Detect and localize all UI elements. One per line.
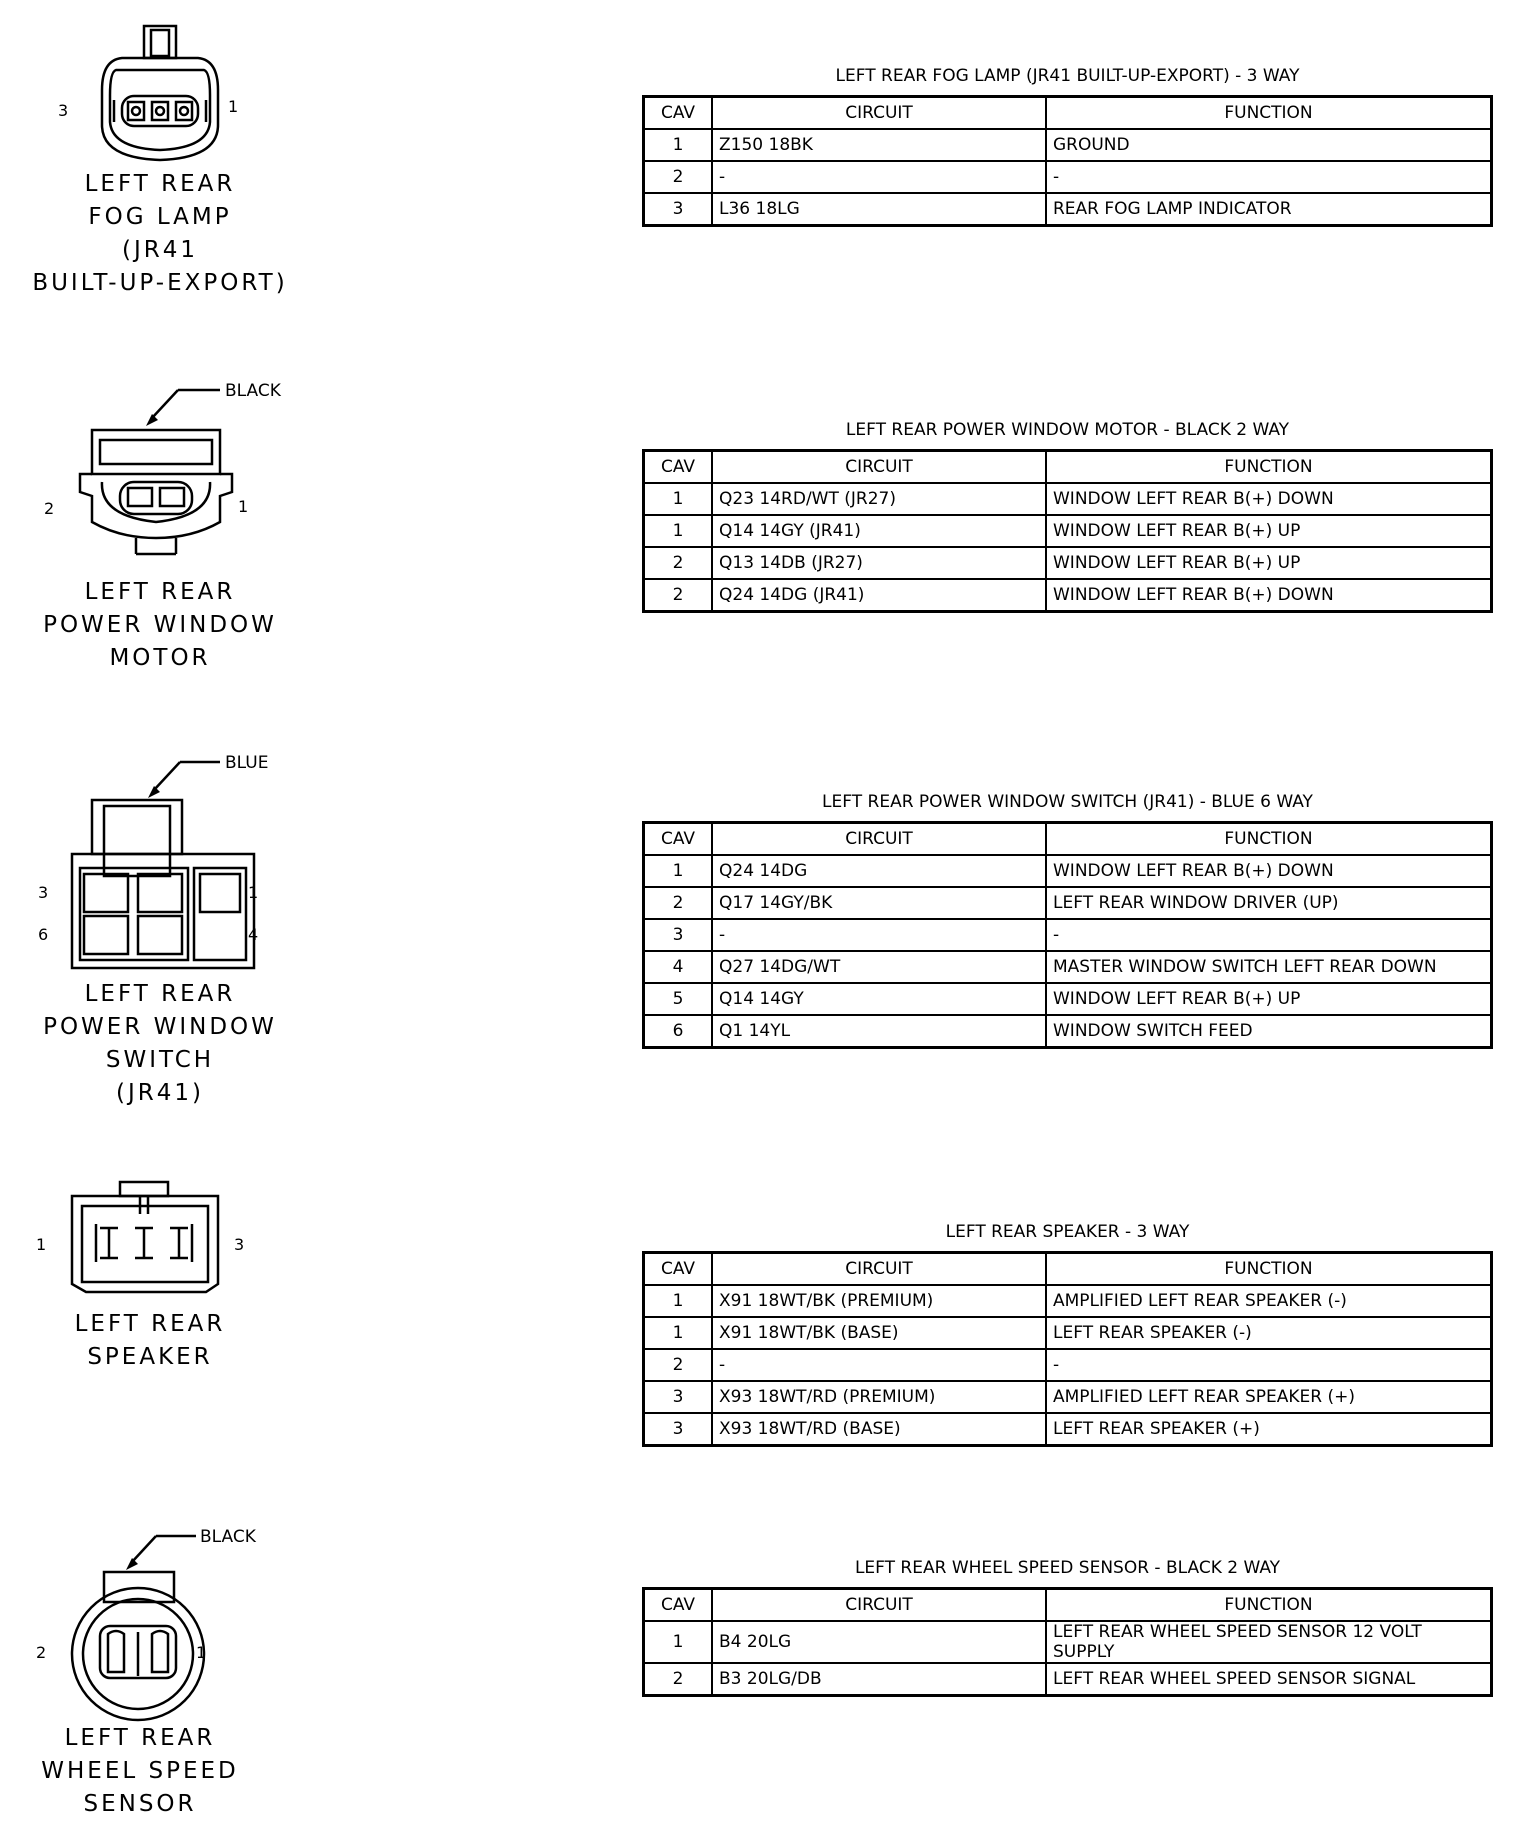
cav-cell: 2 [644,887,713,919]
fog-lamp-connector-icon [20,0,320,180]
function-cell: GROUND [1046,129,1492,161]
table-row [644,547,1492,579]
wheel-speed-color-callout: BLACK [200,1527,256,1547]
window-motor-pin-table [642,449,1493,613]
function-cell: REAR FOG LAMP INDICATOR [1046,193,1492,226]
speaker-pin-label: 1 [36,1235,47,1254]
function-cell: LEFT REAR WHEEL SPEED SENSOR 12 VOLT SUPPLY [1046,1621,1492,1663]
function-cell: - [1046,161,1492,193]
circuit-cell: X91 18WT/BK (BASE) [712,1317,1046,1349]
speaker-pin-label: 3 [234,1235,245,1254]
table-row [644,919,1492,951]
table-row [644,1349,1492,1381]
window-motor-color-callout: BLACK [225,381,281,401]
circuit-cell: Q14 14GY [712,983,1046,1015]
table-row [644,515,1492,547]
function-header: FUNCTION [1046,451,1492,484]
window-switch-table-title: LEFT REAR POWER WINDOW SWITCH (JR41) - BLUE 6 WAY [822,792,1313,812]
circuit-header: CIRCUIT [712,451,1046,484]
cav-cell: 1 [644,1285,713,1317]
circuit-cell: Q14 14GY (JR41) [712,515,1046,547]
table-row [644,983,1492,1015]
cav-header: CAV [644,1253,713,1286]
cav-header: CAV [644,823,713,856]
fog-lamp-table-title: LEFT REAR FOG LAMP (JR41 BUILT-UP-EXPORT) - 3 WAY [835,66,1300,86]
window-switch-pin-table [642,821,1493,1049]
function-cell: WINDOW LEFT REAR B(+) DOWN [1046,483,1492,515]
table-row [644,1381,1492,1413]
fog-lamp-pin-table [642,95,1493,227]
circuit-cell: B3 20LG/DB [712,1663,1046,1696]
table-row [644,483,1492,515]
circuit-header: CIRCUIT [712,1253,1046,1286]
cav-cell: 2 [644,1349,713,1381]
table-row [644,887,1492,919]
function-cell: AMPLIFIED LEFT REAR SPEAKER (+) [1046,1381,1492,1413]
cav-cell: 2 [644,1663,713,1696]
table-row [644,1663,1492,1696]
circuit-cell: - [712,161,1046,193]
wheel-speed-connector-icon [20,1516,320,1716]
table-row [644,1015,1492,1048]
wheel-speed-connector-label: LEFT REAR WHEEL SPEED SENSOR [41,1725,239,1817]
cav-cell: 1 [644,1317,713,1349]
function-cell: - [1046,1349,1492,1381]
circuit-cell: X93 18WT/RD (BASE) [712,1413,1046,1446]
function-header: FUNCTION [1046,1589,1492,1622]
circuit-cell: - [712,1349,1046,1381]
table-row [644,579,1492,612]
table-row [644,1413,1492,1446]
circuit-cell: X93 18WT/RD (PREMIUM) [712,1381,1046,1413]
cav-cell: 1 [644,1621,713,1663]
window-motor-connector-label: LEFT REAR POWER WINDOW MOTOR [43,579,277,671]
wheel-speed-pin-label: 2 [36,1643,47,1662]
wheel-speed-pin-table [642,1587,1493,1697]
function-cell: LEFT REAR SPEAKER (-) [1046,1317,1492,1349]
cav-header: CAV [644,1589,713,1622]
cav-header: CAV [644,451,713,484]
fog-lamp-connector-label: LEFT REAR FOG LAMP (JR41 BUILT-UP-EXPORT) [32,171,288,296]
circuit-cell: Q24 14DG [712,855,1046,887]
cav-cell: 2 [644,579,713,612]
speaker-connector-label: LEFT REAR SPEAKER [74,1311,226,1370]
window-switch-pin-label: 3 [38,883,49,902]
window-switch-color-callout: BLUE [225,753,269,773]
function-cell: AMPLIFIED LEFT REAR SPEAKER (-) [1046,1285,1492,1317]
function-cell: WINDOW LEFT REAR B(+) UP [1046,515,1492,547]
table-row [644,1621,1492,1663]
circuit-cell: B4 20LG [712,1621,1046,1663]
function-cell: MASTER WINDOW SWITCH LEFT REAR DOWN [1046,951,1492,983]
circuit-cell: Q23 14RD/WT (JR27) [712,483,1046,515]
fog-lamp-pin-label: 3 [58,101,69,120]
circuit-cell: Q13 14DB (JR27) [712,547,1046,579]
table-row [644,951,1492,983]
function-cell: WINDOW LEFT REAR B(+) DOWN [1046,855,1492,887]
window-motor-pin-label: 2 [44,499,55,518]
window-motor-table-title: LEFT REAR POWER WINDOW MOTOR - BLACK 2 WAY [845,420,1290,440]
function-cell: LEFT REAR WHEEL SPEED SENSOR SIGNAL [1046,1663,1492,1696]
circuit-cell: Q27 14DG/WT [712,951,1046,983]
circuit-cell: Q17 14GY/BK [712,887,1046,919]
cav-header: CAV [644,97,713,130]
cav-cell: 5 [644,983,713,1015]
circuit-header: CIRCUIT [712,97,1046,130]
wheel-speed-pin-label: 1 [196,1643,207,1662]
function-header: FUNCTION [1046,823,1492,856]
cav-cell: 6 [644,1015,713,1048]
cav-cell: 3 [644,1413,713,1446]
function-cell: WINDOW LEFT REAR B(+) UP [1046,983,1492,1015]
wheel-speed-table-title: LEFT REAR WHEEL SPEED SENSOR - BLACK 2 WAY [854,1558,1281,1578]
function-cell: WINDOW SWITCH FEED [1046,1015,1492,1048]
circuit-cell: L36 18LG [712,193,1046,226]
function-cell: LEFT REAR SPEAKER (+) [1046,1413,1492,1446]
speaker-table-title: LEFT REAR SPEAKER - 3 WAY [945,1222,1190,1242]
table-row [644,855,1492,887]
fog-lamp-pin-label: 1 [228,97,239,116]
function-cell: WINDOW LEFT REAR B(+) DOWN [1046,579,1492,612]
window-switch-connector-icon [20,742,320,992]
function-cell: - [1046,919,1492,951]
circuit-header: CIRCUIT [712,823,1046,856]
table-row [644,193,1492,226]
circuit-cell: Z150 18BK [712,129,1046,161]
table-row [644,1285,1492,1317]
table-row [644,161,1492,193]
window-motor-connector-icon [20,370,320,590]
cav-cell: 4 [644,951,713,983]
cav-cell: 3 [644,919,713,951]
circuit-cell: - [712,919,1046,951]
function-header: FUNCTION [1046,97,1492,130]
cav-cell: 1 [644,855,713,887]
window-switch-pin-label: 1 [248,883,259,902]
circuit-cell: Q1 14YL [712,1015,1046,1048]
cav-cell: 2 [644,547,713,579]
window-switch-pin-label: 4 [248,925,259,944]
speaker-pin-table [642,1251,1493,1447]
window-motor-pin-label: 1 [238,497,249,516]
cav-cell: 1 [644,129,713,161]
cav-cell: 1 [644,483,713,515]
window-switch-connector-label: LEFT REAR POWER WINDOW SWITCH (JR41) [43,981,277,1106]
function-cell: WINDOW LEFT REAR B(+) UP [1046,547,1492,579]
function-header: FUNCTION [1046,1253,1492,1286]
cav-cell: 3 [644,193,713,226]
window-switch-pin-label: 6 [38,925,49,944]
table-row [644,1317,1492,1349]
cav-cell: 3 [644,1381,713,1413]
circuit-header: CIRCUIT [712,1589,1046,1622]
circuit-cell: X91 18WT/BK (PREMIUM) [712,1285,1046,1317]
function-cell: LEFT REAR WINDOW DRIVER (UP) [1046,887,1492,919]
cav-cell: 1 [644,515,713,547]
circuit-cell: Q24 14DG (JR41) [712,579,1046,612]
cav-cell: 2 [644,161,713,193]
table-row [644,129,1492,161]
